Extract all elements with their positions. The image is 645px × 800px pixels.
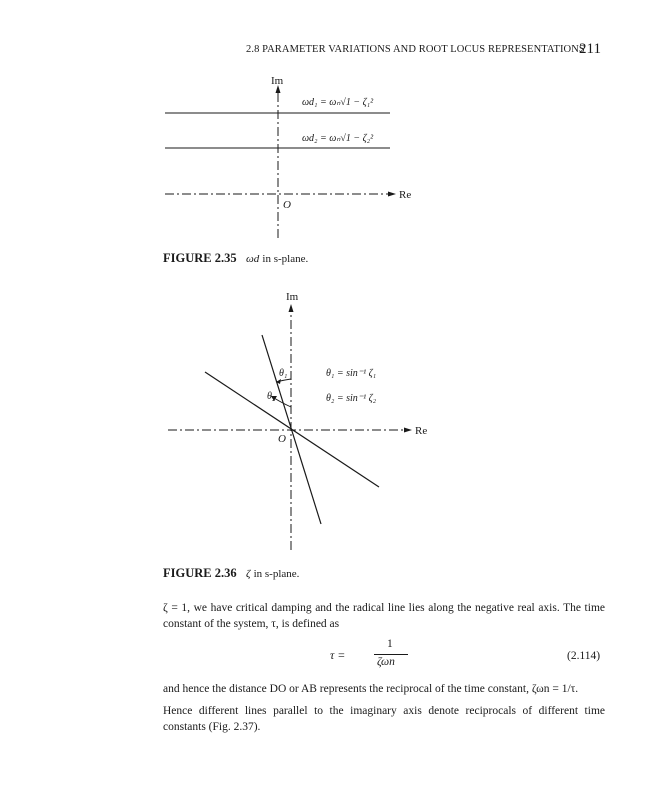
fig36-theta2-label: θ₂ (267, 391, 276, 402)
fig36-eq2: θ₂ = sin⁻¹ ζ₂ (326, 393, 377, 404)
fig35-origin-label: O (283, 199, 291, 211)
paragraph-2: and hence the distance DO or AB represents the reciprocal of the time constant, ζωn = 1/τ. (163, 683, 579, 695)
fig36-re-label: Re (415, 425, 428, 437)
equation-lhs: τ = (330, 648, 346, 662)
fig36-theta1-label: θ₁ (279, 368, 288, 379)
figure-2-36 (0, 280, 645, 570)
fig35-re-arrow (388, 192, 396, 197)
fig36-eq1: θ₁ = sin⁻¹ ζ₁ (326, 368, 377, 379)
caption-text: in s-plane. (253, 568, 300, 580)
fig36-re-arrow (404, 428, 412, 433)
fig35-re-label: Re (399, 189, 412, 201)
figure-2-36-caption (163, 566, 299, 581)
running-title: 2.8 PARAMETER VARIATIONS AND ROOT LOCUS REPRESENTATIONS (246, 44, 585, 55)
equation-numerator: 1 (387, 638, 393, 650)
figure-2-35 (0, 0, 645, 260)
figure-2-35-caption (163, 251, 308, 266)
paragraph-1: ζ = 1, we have critical damping and the radical line lies along the negative real axis. The time constant of the system, τ, is defined as (163, 602, 605, 630)
equation-2-114 (330, 638, 430, 672)
page-number: 211 (579, 41, 601, 57)
fig36-im-arrow (289, 304, 294, 312)
paragraph-3: Hence different lines parallel to the imaginary axis denote reciprocals of different time constants (Fig. 2.37). (163, 705, 605, 733)
equation-denominator: ζωn (377, 656, 395, 668)
caption-symbol: ζ (246, 568, 251, 580)
caption-text: in s-plane. (262, 253, 309, 265)
fig35-label-wd1: ωd₁ = ωₙ√1 − ζ₁² (302, 97, 374, 108)
fig36-im-label: Im (286, 291, 299, 303)
caption-symbol: ωd (246, 253, 260, 265)
fig36-origin-label: O (278, 433, 286, 445)
caption-number: FIGURE 2.35 (163, 251, 237, 265)
fig35-label-wd2: ωd₂ = ωₙ√1 − ζ₂² (302, 133, 374, 144)
caption-number: FIGURE 2.36 (163, 566, 237, 580)
fig35-im-label: Im (271, 75, 284, 87)
equation-number: (2.114) (567, 650, 601, 662)
